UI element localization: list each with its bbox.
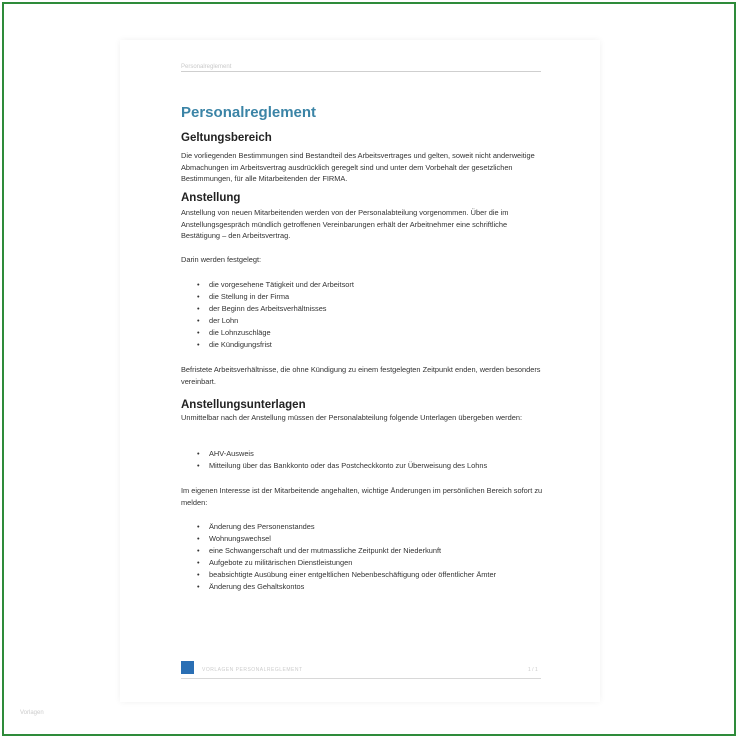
watermark-label: Vorlagen	[20, 710, 44, 716]
list-item: • Aufgebote zu militärischen Dienstleistungen	[181, 557, 496, 569]
list-item: • die Lohnzuschläge	[181, 327, 354, 339]
list-item: • die Kündigungsfrist	[181, 339, 354, 351]
paragraph: Unmittelbar nach der Anstellung müssen der Personalabteilung folgende Unterlagen übergeben werden:	[181, 413, 523, 422]
paragraph: Anstellung von neuen Mitarbeitenden werden von der Personalabteilung vorgenommen. Über die im Anstellungsgespräch mündlich getroffenen Vereinbarungen erhält der Arbeitnehmer eine schriftliche Bestätigung – den Arbeitsvertrag.	[181, 208, 509, 240]
footer-divider	[181, 678, 541, 679]
document-page	[120, 40, 600, 702]
list-item: • Änderung des Gehaltskontos	[181, 581, 496, 593]
header-divider	[181, 71, 541, 72]
list-item: • die vorgesehene Tätigkeit und der Arbeitsort	[181, 279, 354, 291]
section-heading-anstellungsunterlagen: Anstellungsunterlagen	[181, 399, 306, 411]
running-header: Personalreglement	[181, 64, 232, 70]
list-item: • die Stellung in der Firma	[181, 291, 354, 303]
paragraph: Die vorliegenden Bestimmungen sind Bestandteil des Arbeitsvertrages und gelten, soweit nicht anderweitige Abmachungen im Arbeitsvertrag ausdrücklich geregelt sind und unter dem Vorbehalt der gesetzlichen Bestimmungen, für alle Mitarbeitenden der FIRMA.	[181, 151, 535, 183]
list-item: • der Lohn	[181, 315, 354, 327]
paragraph: Darin werden festgelegt:	[181, 255, 262, 264]
list-item: • beabsichtigte Ausübung einer entgeltlichen Nebenbeschäftigung oder öffentlicher Ämter	[181, 569, 496, 581]
bullet-list-documents	[181, 448, 487, 472]
section-heading-anstellung: Anstellung	[181, 192, 241, 204]
page-number: 1 / 1	[528, 667, 538, 673]
bullet-list-contract-terms	[181, 279, 354, 351]
footer-text: VORLAGEN PERSONALREGLEMENT	[202, 667, 303, 673]
section-heading-geltungsbereich: Geltungsbereich	[181, 132, 272, 144]
bullet-list-changes	[181, 521, 496, 593]
list-item: • Änderung des Personenstandes	[181, 521, 496, 533]
paragraph: Im eigenen Interesse ist der Mitarbeitende angehalten, wichtige Änderungen im persönlichen Bereich sofort zu melden:	[181, 486, 543, 507]
list-item: • Wohnungswechsel	[181, 533, 496, 545]
list-item: • AHV-Ausweis	[181, 448, 487, 460]
paragraph: Befristete Arbeitsverhältnisse, die ohne Kündigung zu einem festgelegten Zeitpunkt enden, werden besonders vereinbart.	[181, 365, 541, 386]
company-logo-icon	[181, 661, 194, 674]
list-item: • Mitteilung über das Bankkonto oder das Postcheckkonto zur Überweisung des Lohns	[181, 460, 487, 472]
document-title: Personalreglement	[181, 104, 317, 121]
list-item: • eine Schwangerschaft und der mutmassliche Zeitpunkt der Niederkunft	[181, 545, 496, 557]
list-item: • der Beginn des Arbeitsverhältnisses	[181, 303, 354, 315]
